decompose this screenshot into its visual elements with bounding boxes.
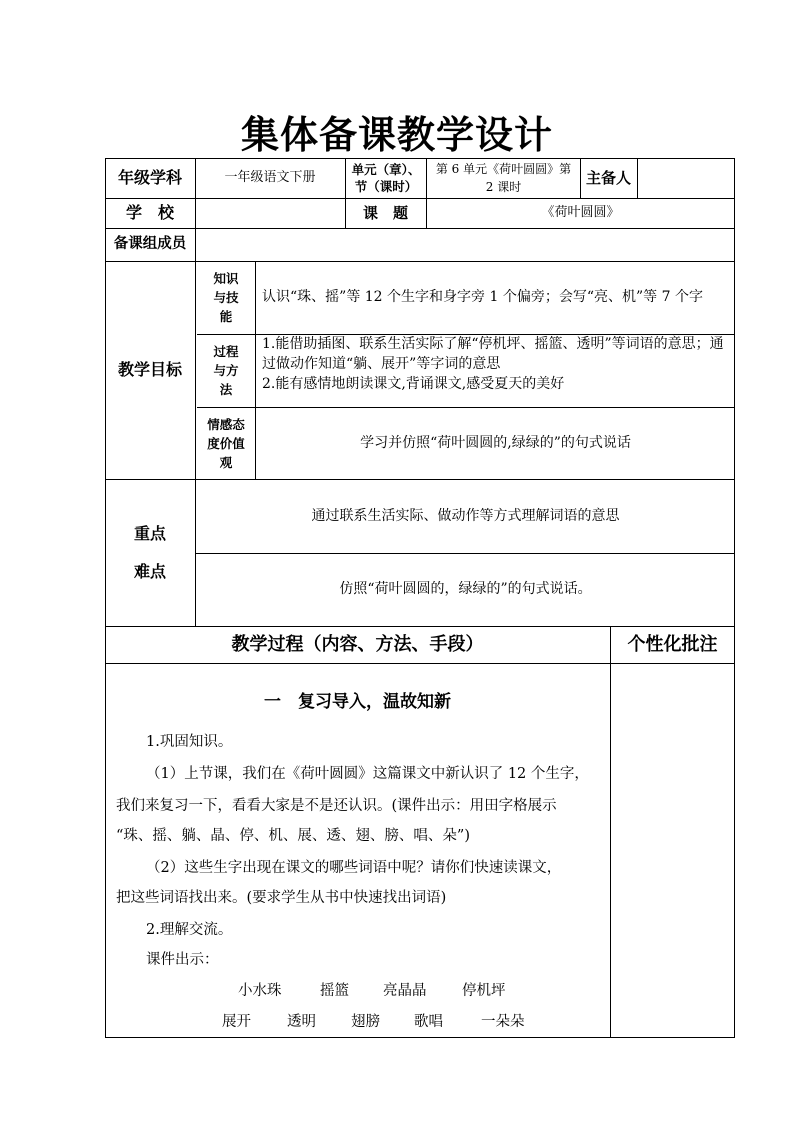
difficult-point-content: 仿照“荷叶圆圆的，绿绿的”的句式说话。	[339, 581, 592, 597]
word-yiduoduo: 一朵朵	[481, 1014, 525, 1030]
col-divider	[610, 626, 611, 1038]
paragraph-find-words-line-1: （2）这些生字出现在课文的哪些词语中呢？请你们快速读课文，	[146, 860, 562, 876]
word-tingjiping: 停机坪	[462, 983, 506, 999]
goal-process-line-2: 2.能有感情地朗读课文,背诵课文,感受夏天的美好	[262, 376, 565, 392]
goal-attitude-content: 学习并仿照“荷叶圆圆的,绿绿的”的句式说话	[360, 434, 631, 451]
school-value	[195, 198, 345, 228]
paragraph-review-line-3: “珠、摇、躺、晶、停、机、展、透、翅、膀、唱、朵”)	[116, 828, 470, 844]
members-label: 备课组成员	[113, 235, 187, 252]
unit-label: 单元（章）、节（课时）	[351, 162, 421, 194]
process-header: 教学过程（内容、方法、手段）	[231, 634, 484, 655]
difficult-label: 难点	[133, 561, 166, 581]
members-value	[195, 228, 735, 261]
paragraph-find-words-line-2: 把这些词语找出来。(要求学生从书中快速找出词语)	[116, 890, 447, 906]
lesson-value: 《荷叶圆圆》	[541, 205, 620, 221]
word-touming: 透明	[287, 1014, 316, 1030]
page-title: 集体备课教学设计	[240, 113, 553, 157]
unit-value: 第 6 单元《荷叶圆圆》第 2 课时	[435, 162, 572, 194]
section-title: 一 复习导入，温故知新	[264, 692, 451, 713]
goal-process-line-1: 1.能借助插图、联系生活实际了解“停机坪、摇篮、透明”等词语的意思；通过做动作知道“躺、展开”等字词的意思	[262, 336, 724, 372]
key-point-content: 通过联系生活实际、做动作等方式理解词语的意思	[311, 507, 620, 524]
goal-attitude-label: 情感态度价值观	[207, 416, 245, 470]
key-points-label	[105, 479, 195, 626]
goals-label: 教学目标	[117, 360, 182, 379]
key-label: 重点	[133, 523, 166, 543]
word-yaolan: 摇篮	[320, 983, 349, 999]
word-liangjingjing: 亮晶晶	[383, 983, 427, 999]
row-divider	[105, 663, 735, 664]
paragraph-consolidate: 1.巩固知识。	[146, 734, 233, 750]
word-zhankai: 展开	[222, 1014, 251, 1030]
word-xiaoshuizhu: 小水珠	[238, 983, 282, 999]
goal-knowledge-label: 知识与技能	[213, 271, 239, 324]
notes-header: 个性化批注	[627, 634, 718, 655]
preparer-label: 主备人	[585, 168, 631, 187]
paragraph-review-line-1: （1）上节课，我们在《荷叶圆圆》这篇课文中新认识了 12 个生字，	[146, 766, 589, 782]
goal-knowledge-content: 认识“珠、摇”等 12 个生字和身字旁 1 个偏旁；会写“亮、机”等 7 个字	[262, 289, 703, 305]
preparer-value	[637, 158, 735, 198]
goal-process-content	[256, 334, 735, 407]
school-label: 学 校	[125, 203, 174, 222]
paragraph-understand: 2.理解交流。	[146, 922, 233, 938]
paragraph-review-line-2: 我们来复习一下，看看大家是不是还认识。(课件出示：用田字格展示	[116, 798, 557, 814]
goal-process-label: 过程与方法	[213, 344, 239, 397]
word-gechang: 歌唱	[414, 1014, 443, 1030]
word-chibang: 翅膀	[351, 1014, 380, 1030]
grade-subject-label: 年级学科	[117, 168, 182, 187]
paragraph-courseware: 课件出示：	[146, 952, 219, 968]
grade-subject-value: 一年级语文下册	[224, 170, 316, 186]
lesson-label: 课 题	[362, 203, 408, 222]
